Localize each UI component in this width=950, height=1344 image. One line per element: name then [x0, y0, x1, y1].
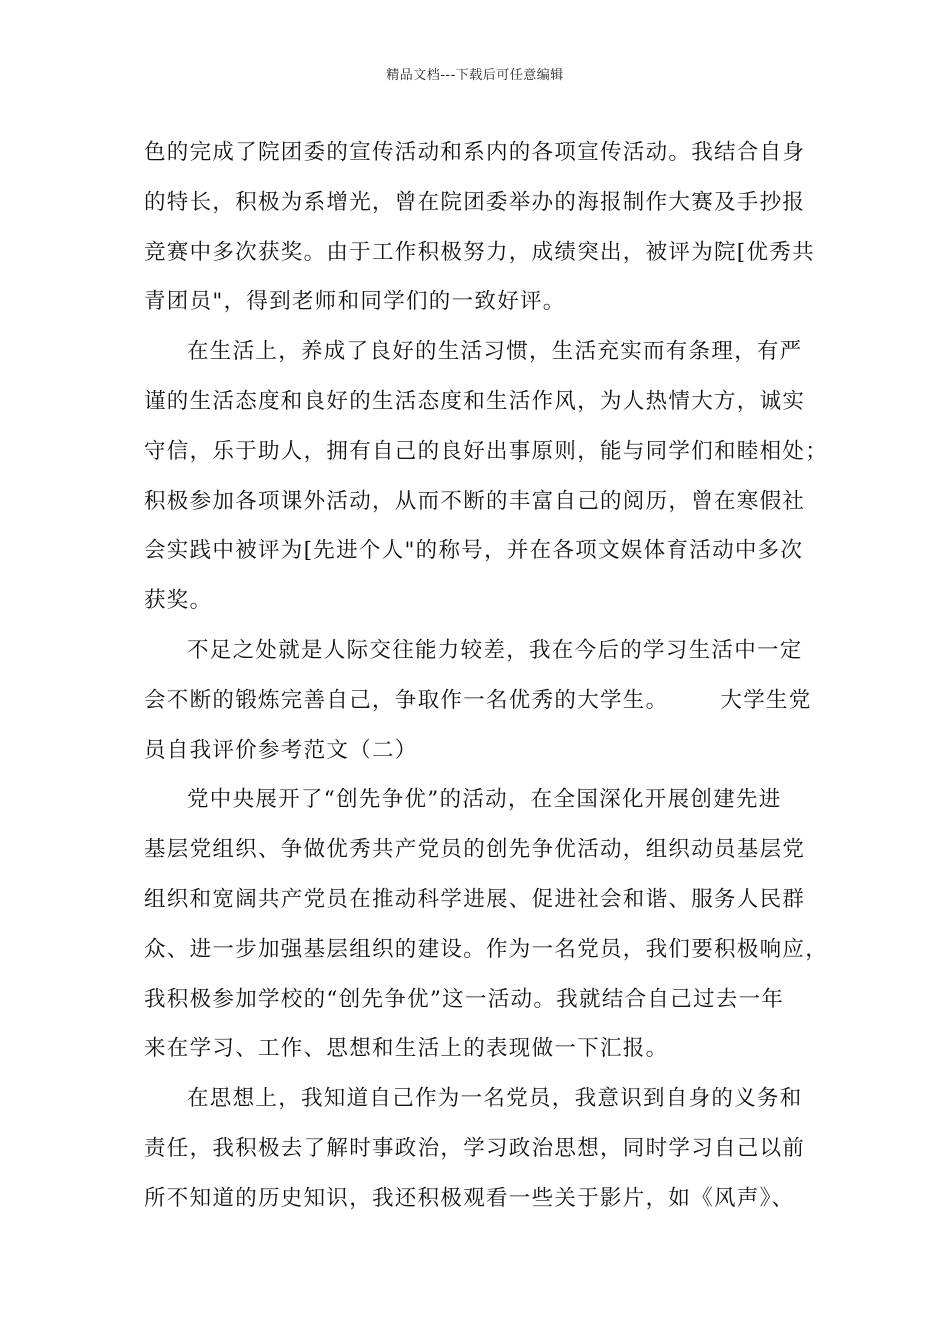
text-line-content: 谨的生活态度和良好的生活态度和生活作风，为人热情大方，诚实	[144, 388, 806, 414]
text-line	[144, 626, 812, 676]
text-line-content: 员自我评价参考范文（二）	[144, 737, 418, 763]
page-header: 精品文档---下载后可任意编辑	[386, 68, 564, 83]
text-line	[144, 1174, 812, 1224]
text-line	[144, 825, 812, 875]
text-line	[144, 726, 812, 776]
text-line-content: 会不断的锻炼完善自己，争取作一名优秀的大学生。	[144, 687, 669, 713]
text-line-content: 获奖。	[144, 588, 213, 614]
text-line	[144, 875, 812, 925]
text-line	[144, 676, 812, 726]
text-line-content: 所不知道的历史知识，我还积极观看一些关于影片，如《风声》、	[144, 1185, 795, 1211]
text-line	[144, 327, 812, 377]
text-line	[144, 377, 812, 427]
text-line-content: 竞赛中多次获奖。由于工作积极努力，成绩突出，被评为院[优秀共	[144, 239, 815, 265]
text-line-content: 会实践中被评为[先进个人"的称号，并在各项文娱体育活动中多次	[144, 538, 804, 564]
text-line	[144, 1074, 812, 1124]
text-line-content: 我积极参加学校的“创先争优”这一活动。我就结合自己过去一年	[144, 986, 785, 1012]
body-text	[144, 128, 829, 1224]
text-line	[144, 427, 829, 477]
text-line	[144, 277, 812, 327]
text-line-content: 来在学习、工作、思想和生活上的表现做一下汇报。	[144, 1036, 669, 1062]
text-line-content: 色的完成了院团委的宣传活动和系内的各项宣传活动。我结合自身	[144, 140, 806, 165]
text-line	[144, 975, 812, 1025]
text-line-tail: 大学生党	[720, 687, 812, 713]
text-line-content: 众、进一步加强基层组织的建设。作为一名党员，我们要积极响应，	[144, 936, 829, 962]
text-line-content: 不足之处就是人际交往能力较差，我在今后的学习生活中一定	[187, 637, 803, 663]
text-line	[144, 128, 812, 178]
text-line	[144, 178, 812, 228]
text-line	[144, 228, 815, 278]
text-line-content: 积极参加各项课外活动，从而不断的丰富自己的阅历，曾在寒假社	[144, 488, 806, 514]
text-line	[144, 925, 829, 975]
text-line-content: 党中央展开了“创先争优”的活动，在全国深化开展创建先进	[187, 787, 782, 813]
text-line-content: 守信，乐于助人，拥有自己的良好出事原则，能与同学们和睦相处；	[144, 438, 829, 464]
text-line-content: 在思想上，我知道自己作为一名党员，我意识到自身的义务和	[187, 1086, 803, 1112]
text-line-content: 的特长，积极为系增光，曾在院团委举办的海报制作大赛及手抄报	[144, 189, 806, 215]
text-line	[144, 775, 812, 825]
text-line	[144, 1024, 812, 1074]
text-line	[144, 526, 812, 576]
text-line	[144, 1124, 812, 1174]
text-line	[144, 576, 812, 626]
text-line-content: 基层党组织、争做优秀共产党员的创先争优活动，组织动员基层党	[144, 837, 806, 863]
text-line	[144, 477, 812, 527]
text-line-content: 青团员"，得到老师和同学们的一致好评。	[144, 289, 566, 315]
text-line-content: 在生活上，养成了良好的生活习惯，生活充实而有条理，有严	[187, 339, 803, 365]
text-line-content: 组织和宽阔共产党员在推动科学进展、促进社会和谐、服务人民群	[144, 886, 806, 912]
text-line-content: 责任，我积极去了解时事政治，学习政治思想，同时学习自己以前	[144, 1135, 806, 1161]
